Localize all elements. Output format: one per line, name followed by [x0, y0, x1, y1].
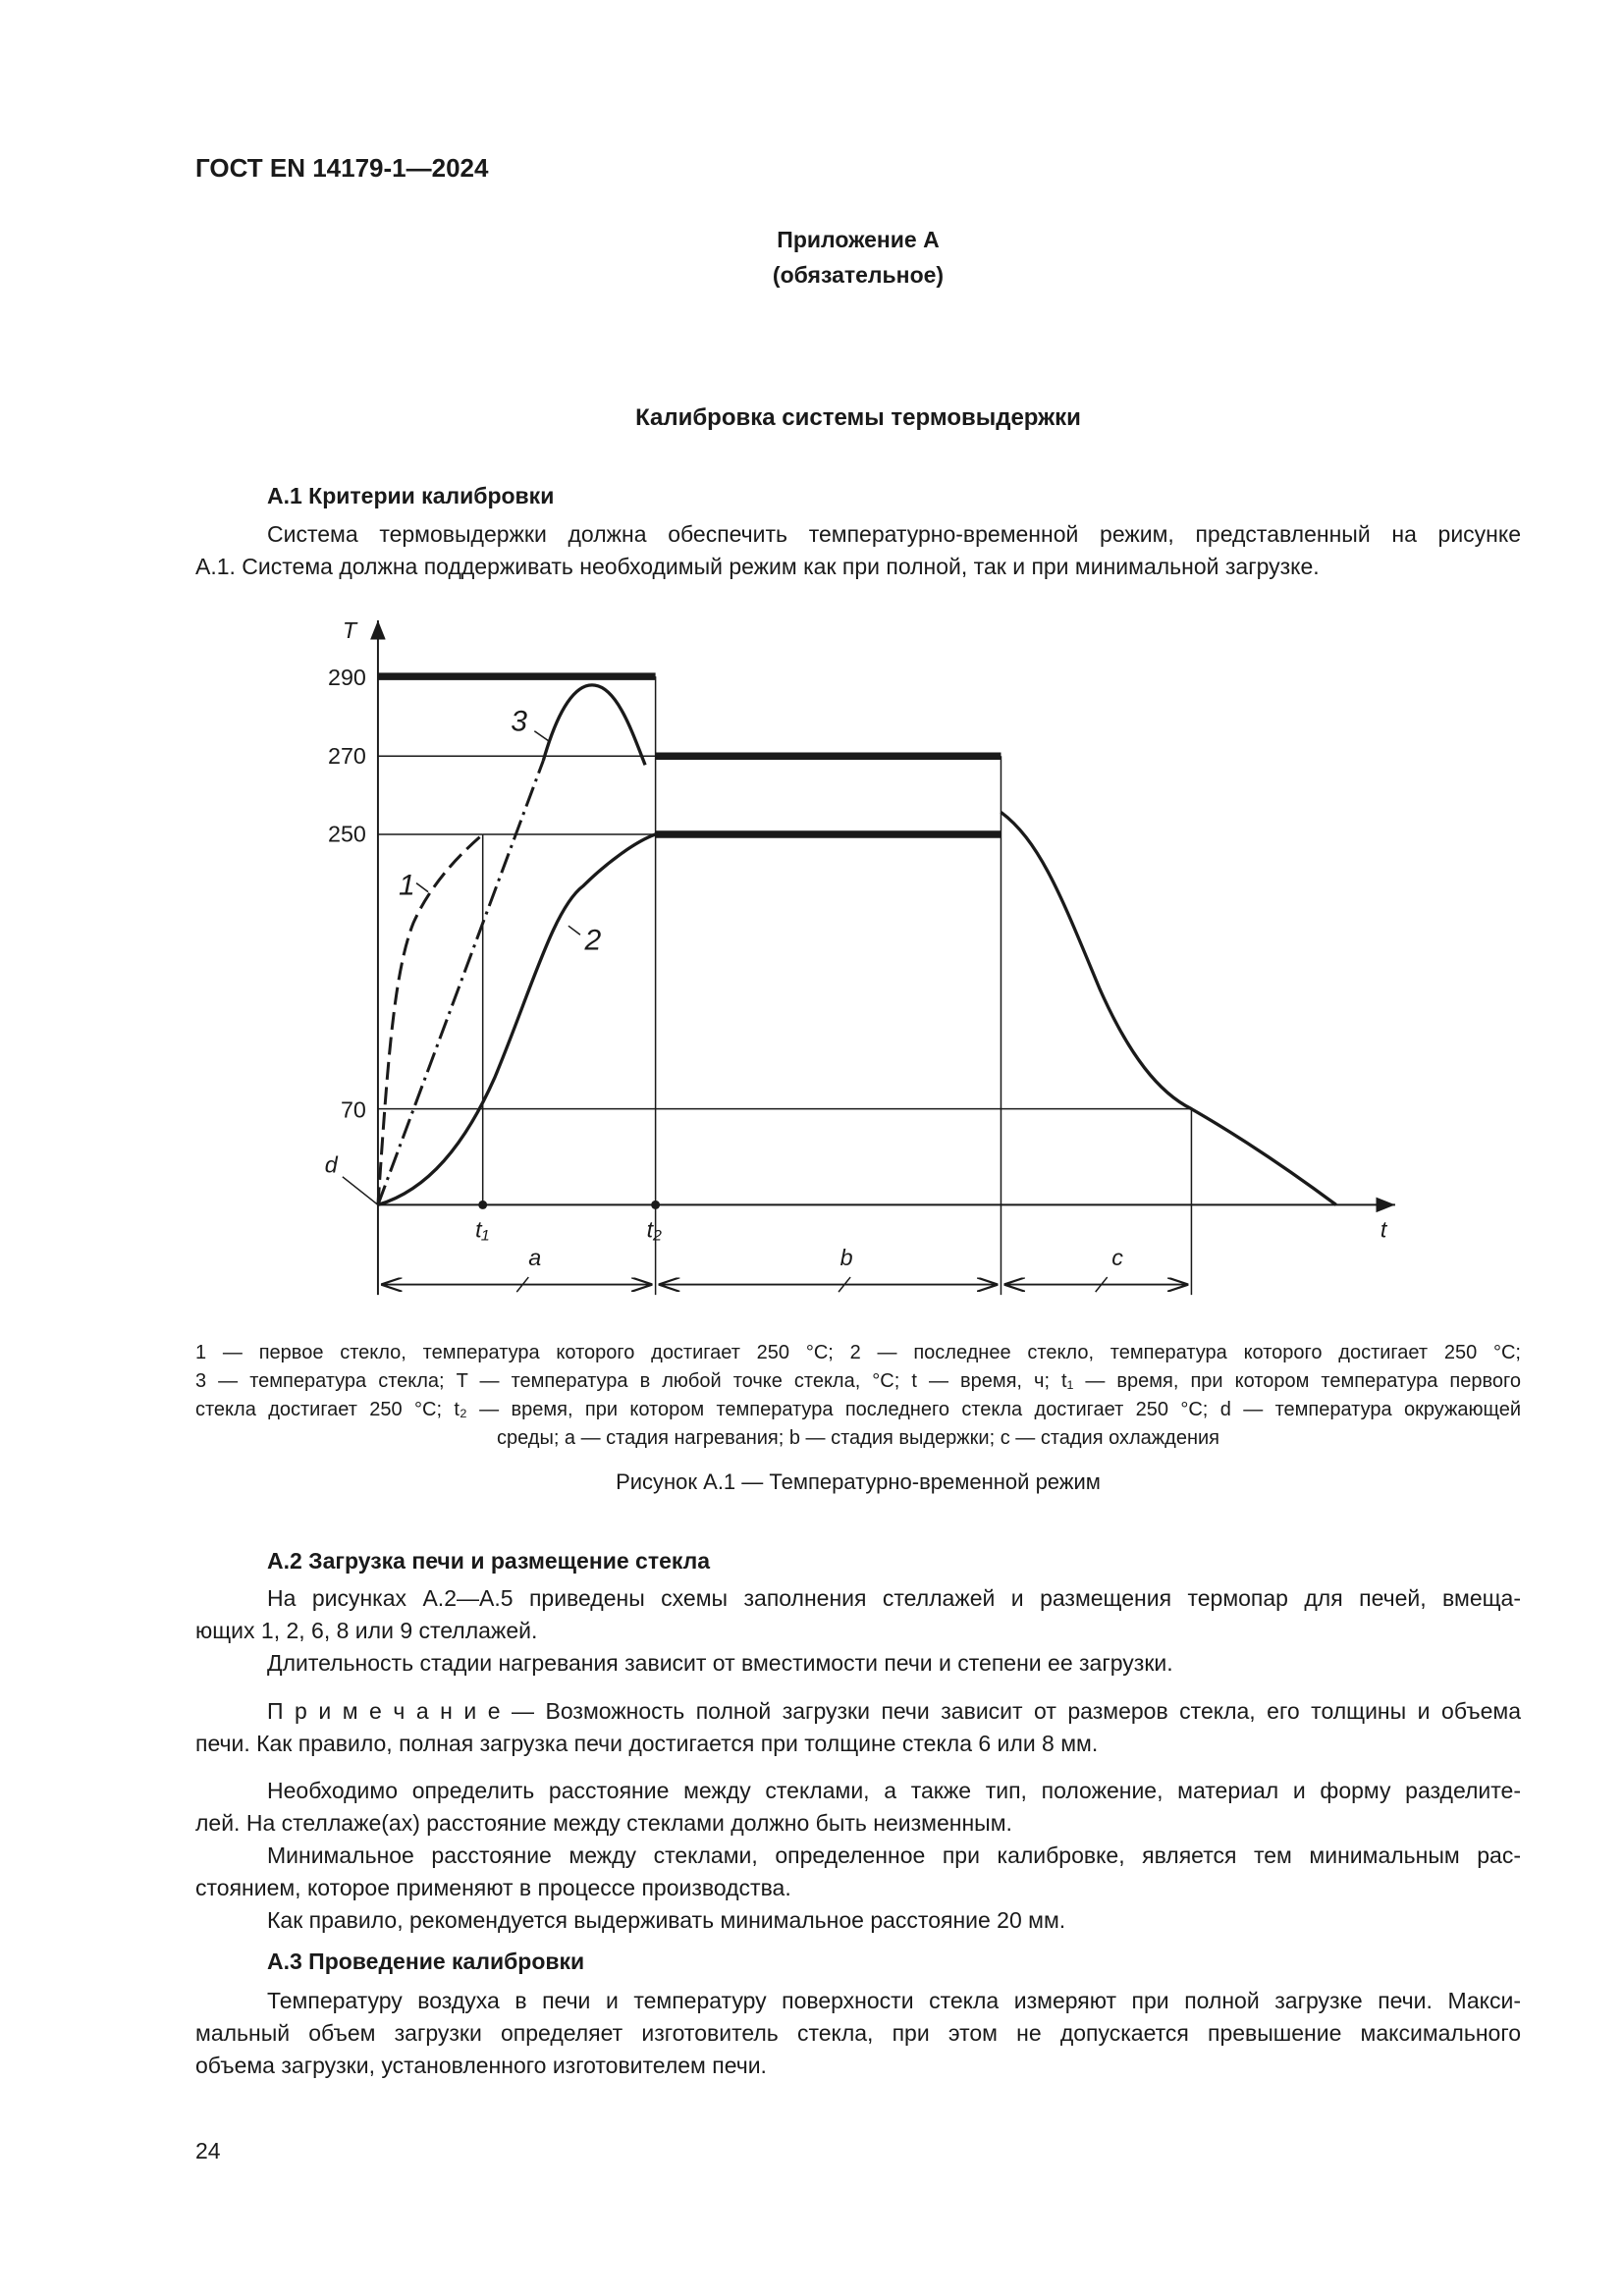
curve-1: [378, 834, 483, 1204]
text-line: На рисунках А.2—А.5 приведены схемы заполнения стеллажей и размещения термопар для печей, вмеща-: [267, 1585, 1521, 1611]
t1-point: [478, 1201, 487, 1209]
y-tick-290: 290: [328, 665, 366, 691]
text-line: А.1. Система должна поддерживать необходимый режим как при полной, так и при минимальной загрузке.: [195, 554, 1320, 579]
cooling-curve: [1001, 812, 1335, 1204]
section-a3-heading: А.3 Проведение калибровки: [267, 1949, 585, 1974]
label-leader-2: [568, 926, 580, 934]
legend-line: 1 — первое стекло, температура которого достигает 250 °С; 2 — последнее стекло, температура которого достигает 250 °С;: [195, 1342, 1521, 1363]
label-leader-1: [416, 883, 428, 892]
x-axis-label: t: [1380, 1216, 1387, 1243]
y-tick-270: 270: [328, 742, 366, 769]
curve-3: [543, 685, 645, 765]
y-tick-70: 70: [340, 1096, 366, 1123]
main-title: Калибровка системы термовыдержки: [635, 404, 1081, 431]
legend-line: стекла достигает 250 °С; t₂ — время, при котором температура последнего стекла достигает 250 °С; d — температура окружающей: [195, 1399, 1521, 1420]
text-line: Необходимо определить расстояние между стеклами, а также тип, положение, материал и форму разделите-: [267, 1778, 1521, 1803]
t2-label: t₂: [646, 1216, 662, 1243]
text-line: П р и м е ч а н и е — Возможность полной загрузки печи зависит от размеров стекла, его толщины и объема: [267, 1698, 1521, 1724]
y-axis-label: T: [342, 616, 357, 643]
text-line: Как правило, рекомендуется выдерживать минимальное расстояние 20 мм.: [267, 1907, 1066, 1933]
text-line: Температуру воздуха в печи и температуру поверхности стекла измеряют при полной загрузке печи. Макси-: [267, 1988, 1521, 2013]
document-id: ГОСТ EN 14179-1—2024: [195, 153, 489, 183]
legend-line: 3 — температура стекла; T — температура в любой точке стекла, °С; t — время, ч; t₁ — время, при котором температура первого: [195, 1370, 1521, 1392]
curve-label-2: 2: [584, 924, 602, 957]
annex-status: (обязательное): [772, 262, 945, 288]
text-line: мальный объем загрузки определяет изготовитель стекла, при этом не допускается превышение максимального: [195, 2020, 1521, 2046]
legend-line: среды; a — стадия нагревания; b — стадия выдержки; c — стадия охлаждения: [496, 1427, 1220, 1449]
text-line: объема загрузки, установленного изготовителем печи.: [195, 2053, 767, 2078]
ambient-label: d: [324, 1151, 338, 1178]
figure-legend: [195, 1339, 1521, 1453]
text-line: стоянием, которое применяют в процессе производства.: [195, 1875, 791, 1900]
stage-label-c: c: [1111, 1245, 1123, 1271]
text-line: печи. Как правило, полная загрузка печи достигается при толщине стекла 6 или 8 мм.: [195, 1731, 1099, 1756]
section-a2-body: [195, 1582, 1521, 1680]
figure-caption: Рисунок А.1 — Температурно-временной режим: [616, 1469, 1101, 1494]
text-line: Система термовыдержки должна обеспечить температурно-временной режим, представленный на рисунке: [267, 521, 1521, 547]
note: [195, 1695, 1521, 1760]
text-line: Минимальное расстояние между стеклами, определенное при калибровке, является тем минимальным рас-: [267, 1842, 1521, 1868]
text-line: лей. На стеллаже(ах) расстояние между стеклами должно быть неизменным.: [195, 1810, 1012, 1836]
page-number: 24: [195, 2138, 221, 2163]
curve-2: [378, 834, 656, 1204]
text-line: Длительность стадии нагревания зависит от вместимости печи и степени ее загрузки.: [267, 1650, 1173, 1676]
section-a2-heading: А.2 Загрузка печи и размещение стекла: [267, 1548, 711, 1574]
section-a3-body: [195, 1985, 1521, 2082]
section-a1-heading: А.1 Критерии калибровки: [267, 483, 555, 508]
text-line: ющих 1, 2, 6, 8 или 9 стеллажей.: [195, 1618, 538, 1643]
curve-label-3: 3: [511, 705, 527, 738]
stage-label-a: a: [528, 1245, 542, 1271]
y-tick-250: 250: [328, 821, 366, 847]
t1-label: t₁: [475, 1216, 489, 1243]
label-leader-3: [534, 731, 549, 742]
curve-label-1: 1: [398, 869, 415, 902]
annex-title: Приложение А: [777, 227, 940, 252]
label-leader-d: [343, 1177, 378, 1205]
stage-label-b: b: [839, 1245, 853, 1271]
t2-point: [651, 1201, 660, 1209]
section-a2-body-2: [195, 1775, 1521, 1937]
